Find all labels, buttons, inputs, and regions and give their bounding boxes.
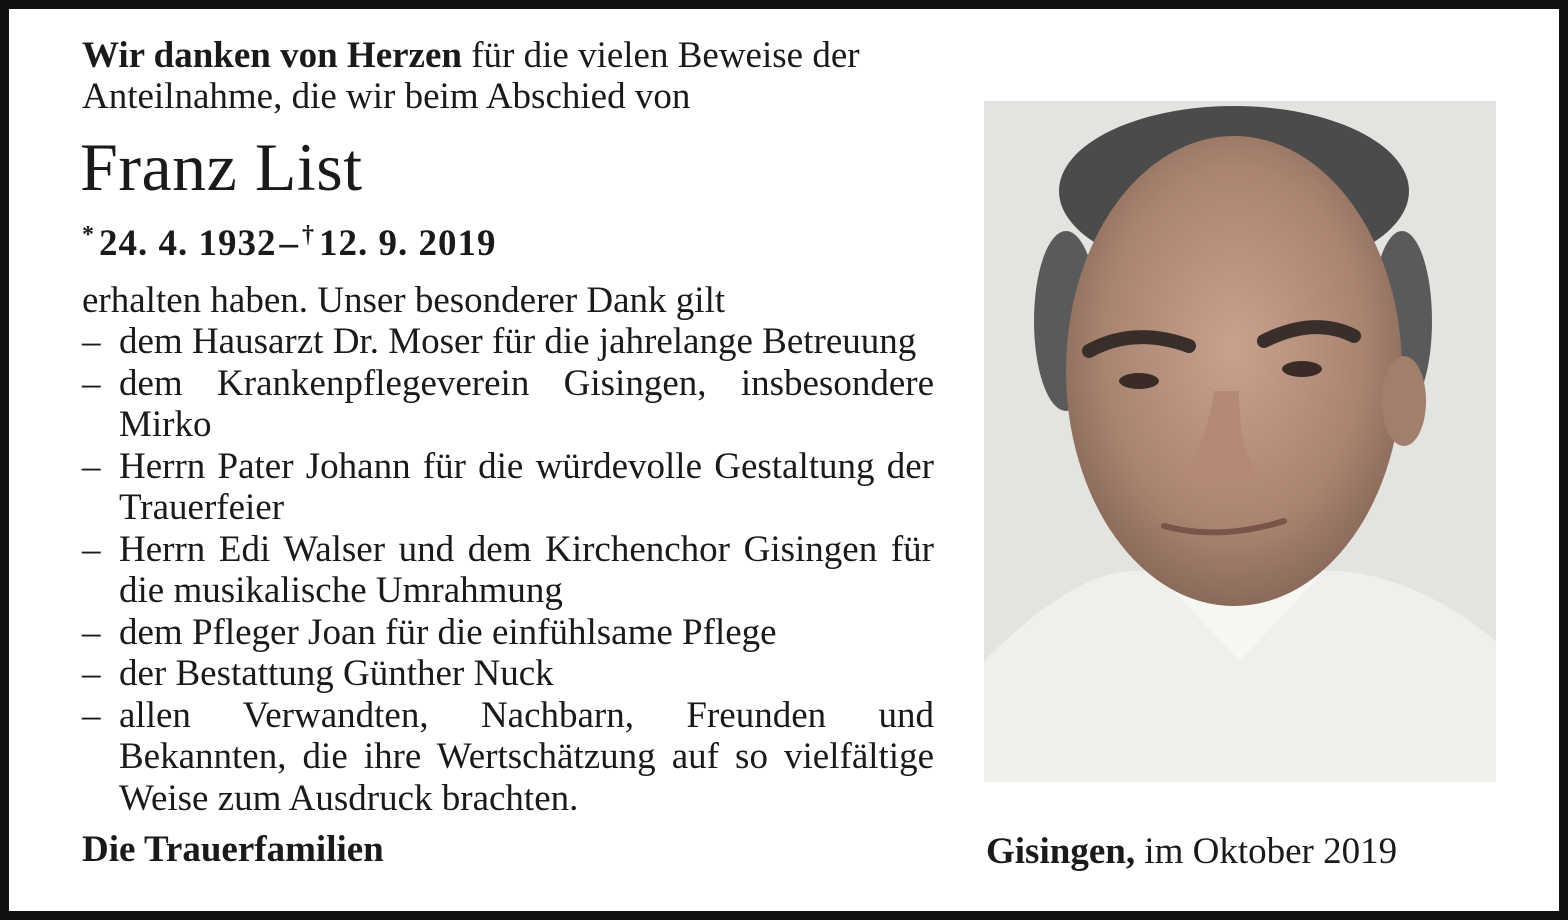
thanks-item-text: Herrn Pater Johann für die würdevolle Gestaltung der Trauerfeier [119,445,934,528]
thanks-item [82,695,934,820]
caption-date: im Oktober 2019 [1135,831,1398,872]
list-dash: – [82,694,101,736]
caption-place: Gisingen, [986,831,1136,872]
thanks-item [82,321,934,363]
list-dash: – [82,611,101,653]
signature: Die Trauerfamilien [82,829,384,870]
thanks-item-text: dem Hausarzt Dr. Moser für die jahrelange Betreuung [119,321,917,362]
thanks-item [82,529,934,612]
birth-date: 24. 4. 1932 [99,223,277,264]
death-symbol: † [302,222,315,248]
intro-rest: für die vielen Beweise der Anteilnahme, die wir beim Abschied von [82,35,860,117]
thanks-item-text: Herrn Edi Walser und dem Kirchenchor Gisingen für die musikalische Umrahmung [119,528,934,611]
thanks-lead: erhalten haben. Unser besonderer Dank gilt [82,280,726,321]
life-dates [82,215,934,264]
list-dash: – [82,528,101,570]
deceased-name: Franz List [80,129,363,205]
thanks-item [82,612,934,654]
list-dash: – [82,653,101,694]
intro-paragraph [82,35,934,117]
intro-bold: Wir danken von Herzen [82,35,462,76]
thanks-item-text: dem Krankenpflegeverein Gisingen, insbesondere Mirko [119,362,934,445]
birth-symbol: * [82,222,95,248]
notice-text-column [82,35,934,870]
thanks-item [82,363,934,446]
thanks-item-text: allen Verwandten, Nachbarn, Freunden und Bekannten, die ihre Wertschätzung auf so vielfältige Weise zum Ausdruck brachten. [119,694,934,819]
thanks-list [82,321,934,819]
thanks-item-text: dem Pfleger Joan für die einfühlsame Pflege [119,611,777,653]
list-dash: – [82,321,101,362]
portrait-image [984,101,1496,782]
date-dash: – [279,223,299,264]
place-date-caption [986,831,1506,872]
list-dash: – [82,362,101,404]
portrait-photo [984,101,1496,782]
thanks-item-text: der Bestattung Günther Nuck [119,653,554,694]
death-date: 12. 9. 2019 [319,223,497,264]
thanks-item [82,653,934,695]
list-dash: – [82,445,101,487]
thanks-item [82,446,934,529]
